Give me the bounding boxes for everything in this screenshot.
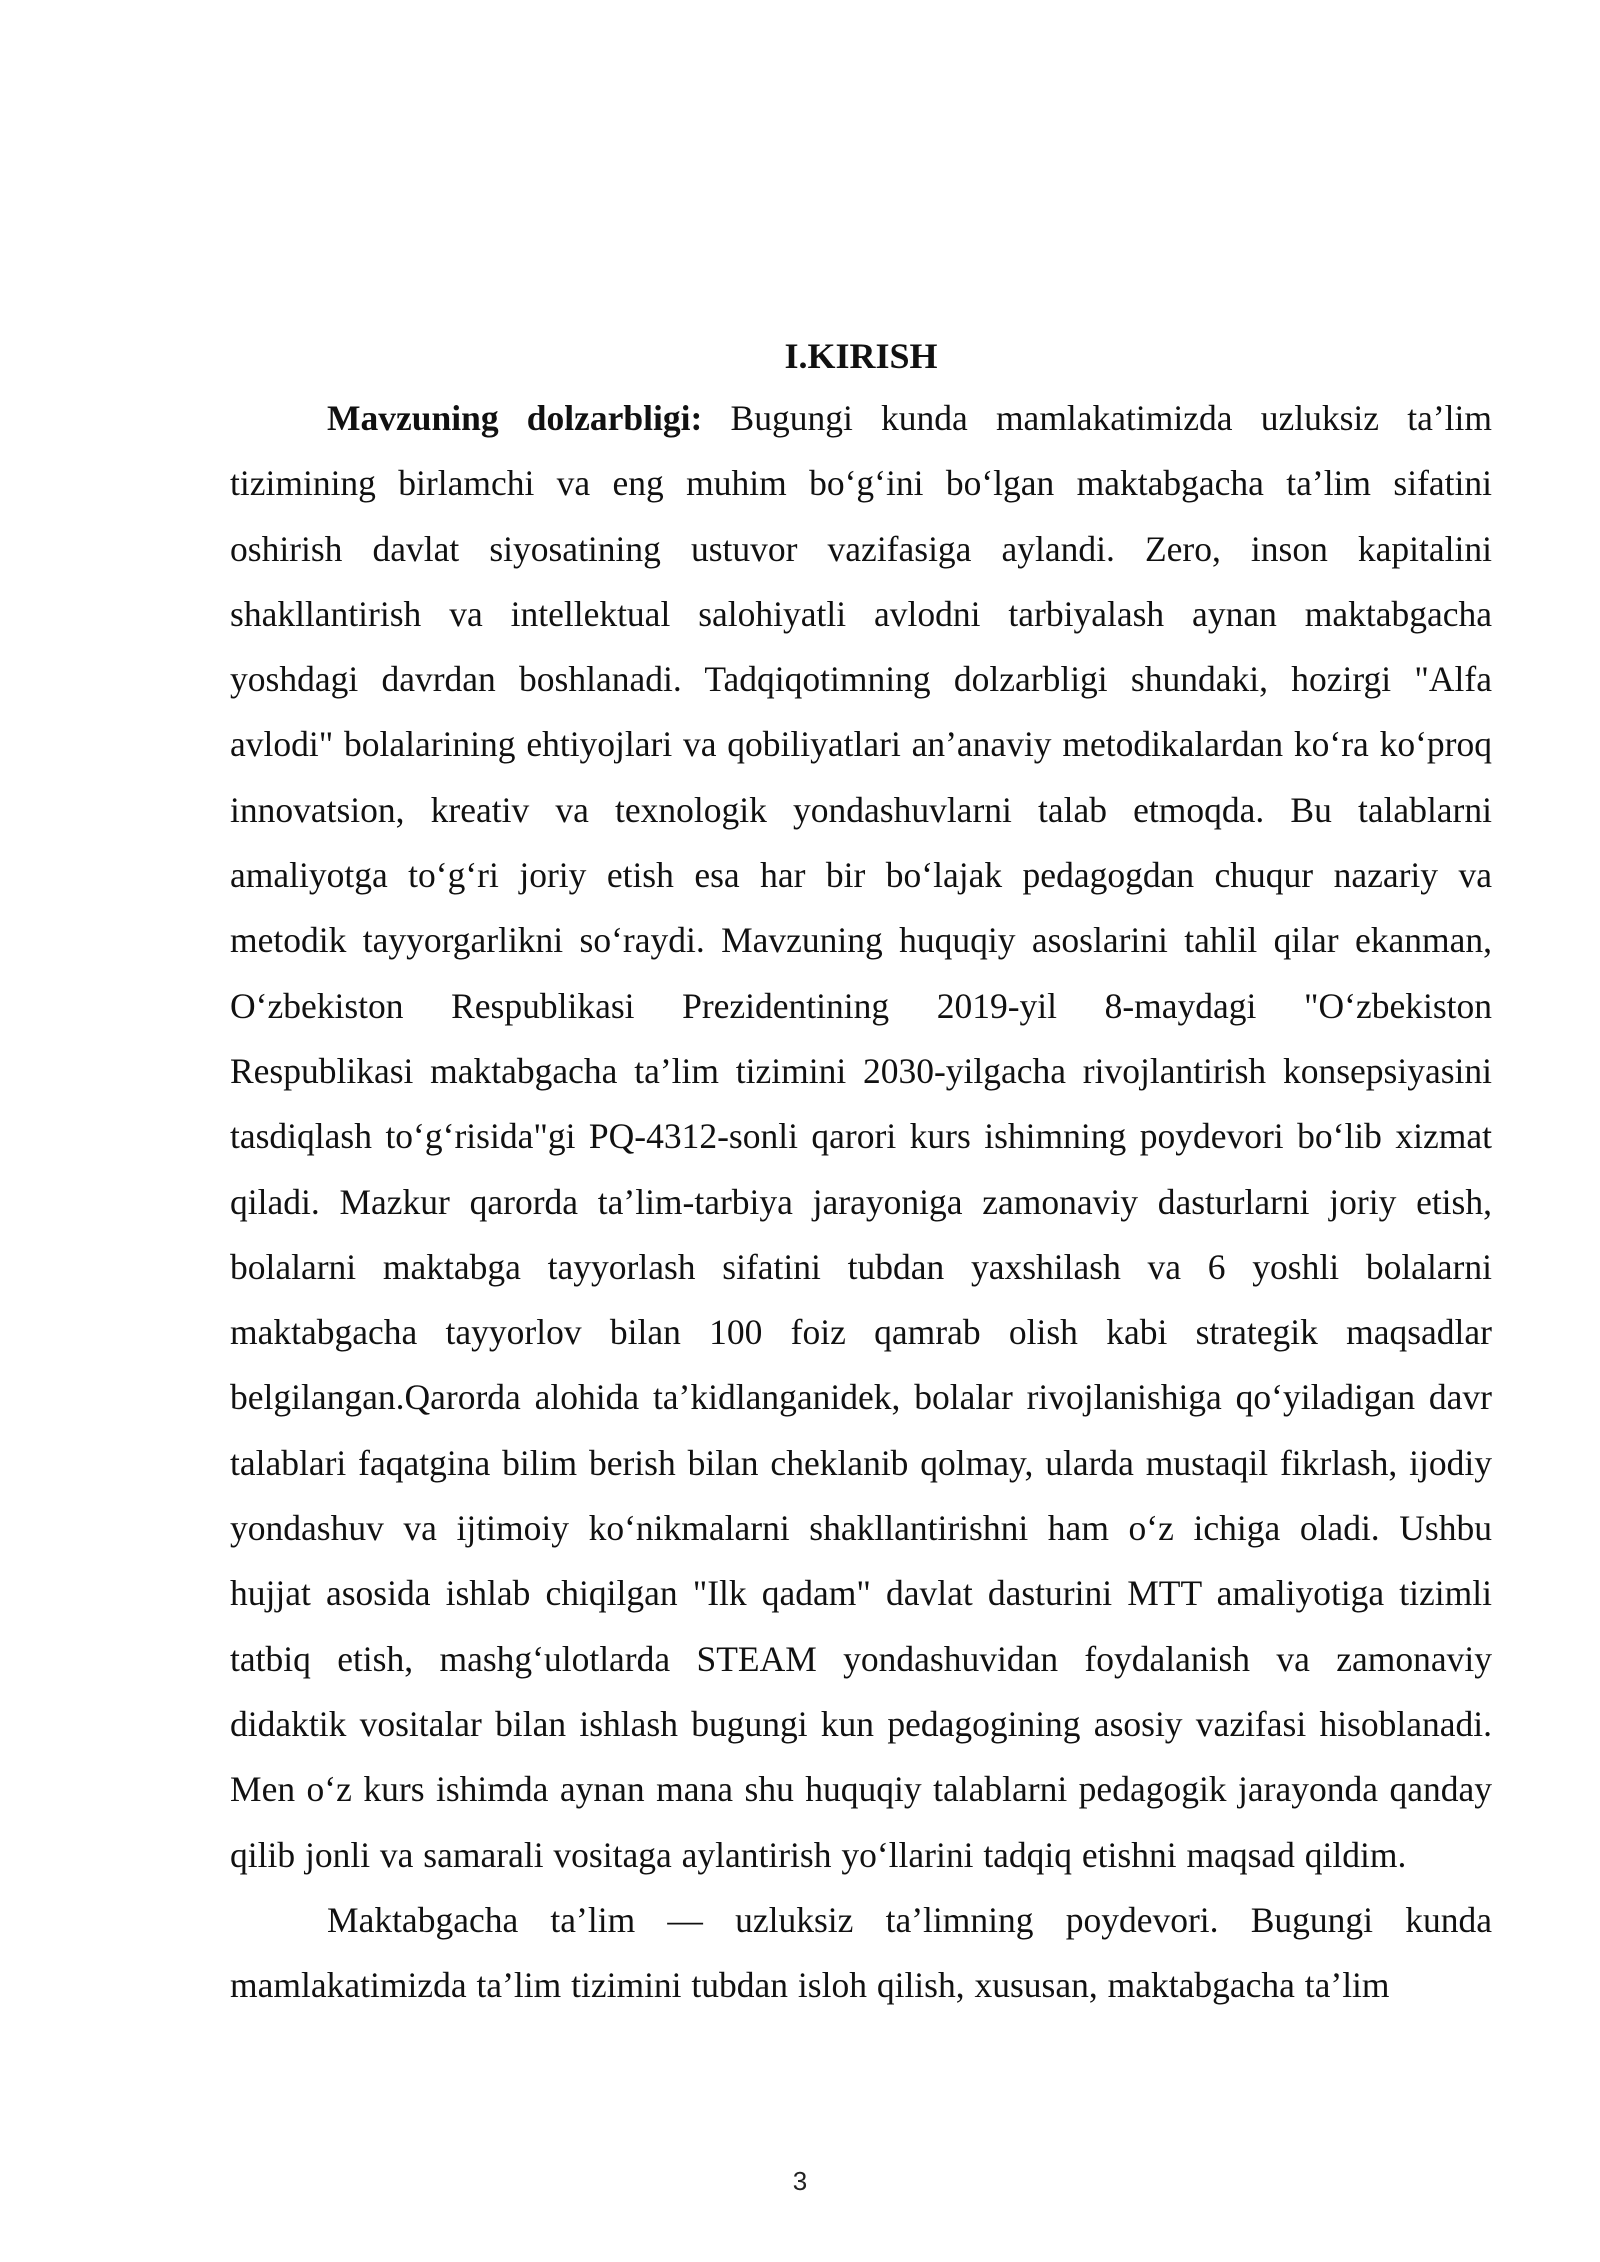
paragraph-lead: Mavzuning dolzarbligi: xyxy=(327,398,703,438)
paragraph-preschool: Maktabgacha ta’lim — uzluksiz ta’limning poydevori. Bugungi kunda mamlakatimizda ta’lim tizimini tubdan isloh qilish, xususan, maktabgacha ta’lim xyxy=(230,1899,1492,2006)
page-number: 3 xyxy=(792,2166,808,2196)
paragraph-relevance xyxy=(230,386,1492,1888)
section-heading: I.KIRISH xyxy=(784,336,938,376)
page-content xyxy=(230,330,1492,2018)
paragraph-body: Bugungi kunda mamlakatimizda uzluksiz ta’lim tizimining birlamchi va eng muhim bo‘g‘ini bo‘lgan maktabgacha ta’lim sifatini oshirish davlat siyosatining ustuvor vazifasiga aylandi. Zero, inson kapitalini shakllantirish va intellektual salohiyatli avlodni tarbiyalash aynan maktabgacha yoshdagi davrdan boshlanadi. Tadqiqotimning dolzarbligi shundaki, hozirgi "Alfa avlodi" bolalarining ehtiyojlari va qobiliyatlari an’anaviy metodikalardan ko‘ra ko‘proq innovatsion, kreativ va texnologik yondashuvlarni talab etmoqda. Bu talablarni amaliyotga to‘g‘ri joriy etish esa har bir bo‘lajak pedagogdan chuqur nazariy va metodik tayyorgarlikni so‘raydi. Mavzuning huquqiy asoslarini tahlil qilar ekanman, O‘zbekiston Respublikasi Prezidentining 2019-yil 8-maydagi "O‘zbekiston Respublikasi maktabgacha ta’lim tizimini 2030-yilgacha rivojlantirish konsepsiyasini tasdiqlash to‘g‘risida"gi PQ-4312-sonli qarori kurs ishimning poydevori bo‘lib xizmat qiladi. Mazkur qarorda ta’lim-tarbiya jarayoniga zamonaviy dasturlarni joriy etish, bolalarni maktabga tayyorlash sifatini tubdan yaxshilash va 6 yoshli bolalarni maktabgacha tayyorlov bilan 100 foiz qamrab olish kabi strategik maqsadlar belgilangan.Qarorda alohida ta’kidlanganidek, bolalar rivojlanishiga qo‘yiladigan davr talablari faqatgina bilim berish bilan cheklanib qolmay, ularda mustaqil fikrlash, ijodiy yondashuv va ijtimoiy ko‘nikmalarni shakllantirishni ham o‘z ichiga oladi. Ushbu hujjat asosida ishlab chiqilgan "Ilk qadam" davlat dasturini MTT amaliyotiga tizimli tatbiq etish, mashg‘ulotlarda STEAM yondashuvidan foydalanish va zamonaviy didaktik vositalar bilan ishlash bugungi kun pedagogining asosiy vazifasi hisoblanadi. Men o‘z kurs ishimda aynan mana shu huquqiy talablarni pedagogik jarayonda qanday qilib jonli va samarali vositaga aylantirish yo‘llarini tadqiq etishni maqsad qildim. xyxy=(230,398,1492,1875)
